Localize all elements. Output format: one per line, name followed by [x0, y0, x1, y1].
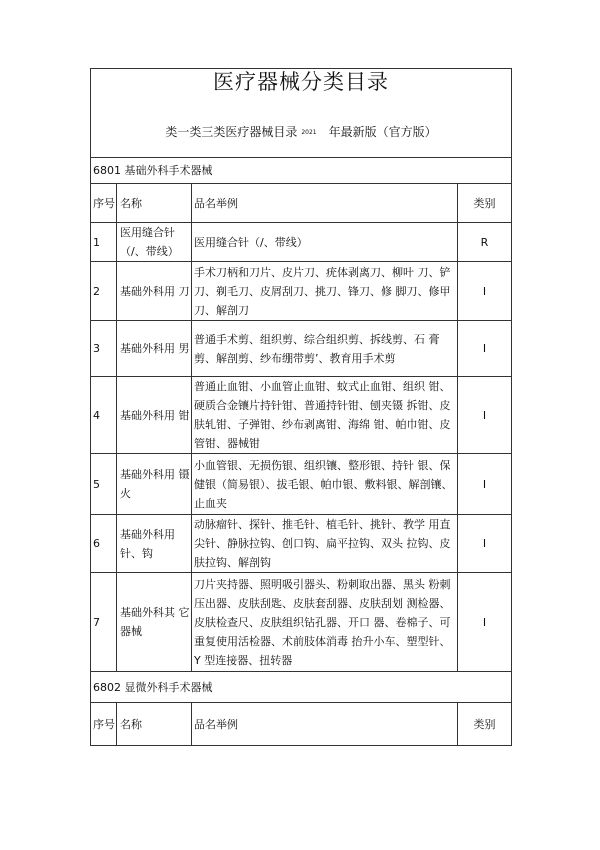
row-name: 基础外科用 男 [117, 321, 192, 377]
row-no: 1 [91, 223, 117, 262]
column-header-row [91, 703, 512, 746]
row-examples: 小血管银、无损伤银、组织镶、整形银、持针 银、保健银（简易银）、拔毛银、帕巾银、敷料银、解剖镶、止血夹 [192, 454, 458, 515]
row-class: I [458, 377, 512, 454]
header-examples: 品名举例 [192, 703, 458, 746]
row-name: 基础外科用 刀 [117, 262, 192, 321]
row-examples: 刀片夹持器、照明吸引器头、粉刺取出器、黑头 粉刺压出器、皮肤刮匙、皮肤套刮器、皮肤刮划 测检器、皮肤检查尺、皮肤组织钻孔器、开口 器、卷棉子、可重复使用活检器、术前肢体消毒 抬升小车、塑型针、Y 型连接器、扭转器 [192, 573, 458, 672]
table-row [91, 377, 512, 454]
column-header-row [91, 184, 512, 223]
header-no: 序号 [91, 703, 117, 746]
row-no: 3 [91, 321, 117, 377]
row-examples: 手术刀柄和刀片、皮片刀、疣体剥离刀、柳叶 刀、铲刀、剃毛刀、皮屑刮刀、挑刀、锋刀、修 脚刀、修甲刀、解剖刀 [192, 262, 458, 321]
header-name: 名称 [117, 184, 192, 223]
row-examples: 普通手术剪、组织剪、综合组织剪、拆线剪、石 膏剪、解剖剪、纱布绷带剪’、教育用手术剪 [192, 321, 458, 377]
row-class: I [458, 262, 512, 321]
header-class: 类别 [458, 703, 512, 746]
section-heading: 6801 基础外科手术器械 [91, 158, 512, 184]
table-row [91, 515, 512, 573]
table-row [91, 573, 512, 672]
subtitle-year: 2021 [301, 128, 317, 136]
header-name: 名称 [117, 703, 192, 746]
row-name: 基础外科用 钳 [117, 377, 192, 454]
row-no: 6 [91, 515, 117, 573]
title-row [91, 69, 512, 158]
row-name: 基础外科其 它器械 [117, 573, 192, 672]
row-class: R [458, 223, 512, 262]
row-class: I [458, 454, 512, 515]
table-row [91, 454, 512, 515]
row-no: 4 [91, 377, 117, 454]
header-examples: 品名举例 [192, 184, 458, 223]
section-heading: 6802 显微外科手术器械 [91, 672, 512, 703]
table-row [91, 262, 512, 321]
header-no: 序号 [91, 184, 117, 223]
row-class: I [458, 573, 512, 672]
subtitle-right: 年最新版（官方版） [328, 125, 437, 139]
row-name: 基础外科用 镊火 [117, 454, 192, 515]
document-subtitle [91, 124, 511, 141]
section-heading-row [91, 158, 512, 184]
table-row [91, 321, 512, 377]
row-examples: 普通止血钳、小血管止血钳、蚊式止血钳、组织 钳、硬质合金镶片持针钳、普通持针钳、刨夹镊 拆钳、皮肤轧钳、子弹钳、纱布剥离钳、海绵 钳、帕巾钳、皮管钳、器械钳 [192, 377, 458, 454]
catalog-table [90, 68, 512, 746]
row-name: 医用缝合针（/、带线） [117, 223, 192, 262]
row-class: I [458, 321, 512, 377]
title-cell [91, 69, 512, 158]
row-name: 基础外科用针、钩 [117, 515, 192, 573]
document-title: 医疗器械分类目录 [213, 70, 389, 94]
document-page [90, 68, 511, 746]
row-no: 5 [91, 454, 117, 515]
row-no: 2 [91, 262, 117, 321]
row-no: 7 [91, 573, 117, 672]
section-heading-row [91, 672, 512, 703]
row-examples: 动脉瘤针、探针、推毛针、植毛针、挑针、教学 用直尖针、静脉拉钩、创口钩、扁平拉钩、双头 拉钩、皮肤拉钩、解剖钩 [192, 515, 458, 573]
row-examples: 医用缝合针（/、带线） [192, 223, 458, 262]
header-class: 类别 [458, 184, 512, 223]
row-class: I [458, 515, 512, 573]
subtitle-left: 类一类三类医疗器械目录 [165, 125, 298, 139]
table-row [91, 223, 512, 262]
